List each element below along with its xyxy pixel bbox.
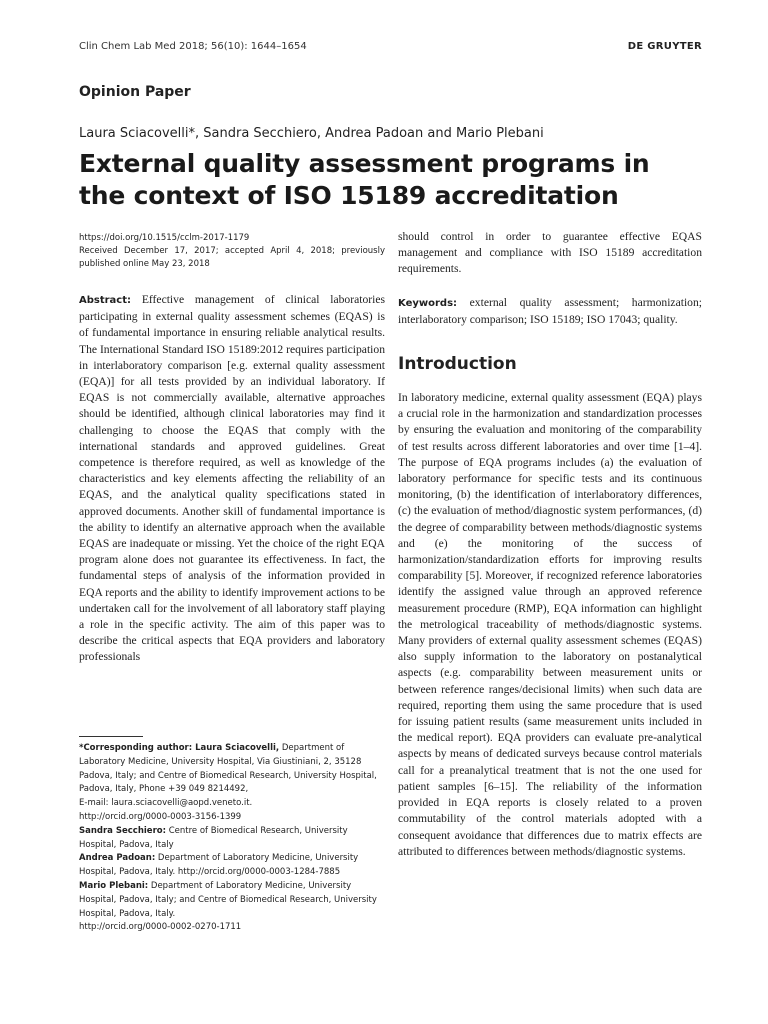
keywords bbox=[398, 295, 702, 328]
article-history: Received December 17, 2017; accepted April 4, 2018; previously published online May 23, 2018 bbox=[79, 246, 385, 269]
keywords-text: external quality assessment; harmonization; interlaboratory comparison; ISO 15189; ISO 17043; quality. bbox=[398, 295, 702, 326]
author-affiliation-secchiero: Centre of Biomedical Research, University Hospital, Padova, Italy bbox=[79, 825, 348, 850]
author-name-plebani: Mario Plebani: bbox=[79, 880, 149, 891]
author-orcid-plebani[interactable]: http://orcid.org/0000-0002-0270-1711 bbox=[79, 922, 242, 933]
abstract-continuation: should control in order to guarantee effective EQAS management and compliance with ISO 15189 accreditation requirements. bbox=[398, 230, 702, 276]
author-affiliation-padoan: Department of Laboratory Medicine, University Hospital, Padova, Italy. http://orcid.org/0000-0003-1284-7885 bbox=[79, 853, 359, 878]
corresponding-author-note bbox=[79, 742, 385, 797]
corresponding-author-orcid[interactable]: http://orcid.org/0000-0003-3156-1399 bbox=[79, 811, 242, 822]
right-column bbox=[398, 229, 702, 860]
corresponding-author-email[interactable]: E-mail: laura.sciacovelli@aopd.veneto.it. bbox=[79, 798, 253, 809]
author-name-secchiero: Sandra Secchiero: bbox=[79, 825, 167, 836]
publisher-logo: DE GRUYTER bbox=[627, 41, 702, 52]
author-note-plebani bbox=[79, 880, 385, 921]
doi-link[interactable]: https://doi.org/10.1515/cclm-2017-1179 bbox=[79, 233, 250, 243]
author-note-padoan bbox=[79, 852, 385, 880]
author-note-secchiero bbox=[79, 825, 385, 853]
abstract bbox=[79, 292, 385, 666]
left-column bbox=[79, 232, 385, 666]
article-title: External quality assessment programs in the context of ISO 15189 accreditation bbox=[79, 149, 650, 210]
journal-reference: Clin Chem Lab Med 2018; 56(10): 1644–1654 bbox=[79, 41, 307, 52]
author-name-padoan: Andrea Padoan: bbox=[79, 853, 156, 864]
author-affiliation-plebani: Department of Laboratory Medicine, University Hospital, Padova, Italy; and Centre of Biomedical Research, University Hospital, Padova, Italy. bbox=[79, 880, 377, 919]
author-list: Laura Sciacovelli*, Sandra Secchiero, Andrea Padoan and Mario Plebani bbox=[79, 126, 544, 141]
abstract-label: Abstract: bbox=[79, 295, 132, 306]
keywords-label: Keywords: bbox=[398, 297, 458, 309]
introduction-text: In laboratory medicine, external quality assessment (EQA) plays a crucial role in the harmonization and standardization processes by ensuring the evaluation and monitoring of the comparability of test results across different laboratories and over time [1–4]. The purpose of EQA programs includes (a) the evaluation of laboratory performance for specific tests and its continuous monitoring, (b) the identification of interlaboratory differences, (c) the evaluation of method/diagnostic system performances, (d) the degree of comparability between methods/diagnostic systems and (e) the monitoring of the success of harmonization/standardization efforts for improving results comparability [5]. Moreover, if recognized reference laboratories identify the assigned value through an approved reference measurement procedure (RMP), EQA information can highlight the metrological traceability of methods/diagnostic systems. Many providers of external quality assessment schemes (EQAS) also supply information to the laboratory on postanalytical aspects (e.g. comparability between measurement units or between reference ranges/decisional limits) when such data are required, reporting them using the same procedure that is used for issuing patient results (same measurement units included in the medical report). EQA providers can evaluate pre-analytical aspects by means of dedicated surveys because control materials call for a preanalytical treatment that is not the one used for patient samples [6–15]. The reliability of the information provided in EQA reports is closely related to a proven commutability of the control materials adopted with a consequent avoidance that differences due to matrix effects are attributed to differences between methods/diagnostic systems. bbox=[398, 391, 702, 858]
author-footnotes bbox=[79, 742, 385, 935]
corresponding-author-affiliation: Department of Laboratory Medicine, University Hospital, Via Giustiniani, 2, 35128 Padova, Italy; and Centre of Biomedical Research, University Hospital, Padova, Italy, Phone +39 049 8214492, bbox=[79, 743, 377, 795]
abstract-text: Effective management of clinical laboratories participating in external quality assessment schemes (EQAS) is of fundamental importance in ensuring reliable analytical results. The International Standard ISO 15189:2012 requires participation in interlaboratory comparison [e.g. external quality assessment (EQA)] for all tests provided by an individual laboratory. If EQAS is not commercially available, alternative approaches should be identified, although clinical laboratories may find it challenging to choose the EQAS that comply with the international standards and approved guidelines. Great competence is therefore required, as well as knowledge of the characteristics and key elements affecting the reliability of an EQAS, and the analytical quality specifications stated in approved documents. Another skill of fundamental importance is the ability to identify an alternative approach when the available EQAS are inadequate or missing. Yet the choice of the right EQA program alone does not guarantee its effectiveness. In fact, the fundamental steps of analysis of the information provided in EQA reports and the ability to identify improvement actions to be undertaken call for the involvement of all laboratory staff playing a role in the specific activity. The aim of this paper was to describe the critical aspects that EQA providers and laboratory professionals bbox=[79, 293, 385, 664]
introduction-heading: Introduction bbox=[398, 354, 517, 375]
corresponding-author-label: *Corresponding author: Laura Sciacovelli, bbox=[79, 743, 280, 753]
paper-type-label: Opinion Paper bbox=[79, 84, 191, 100]
footnote-divider bbox=[79, 736, 143, 737]
